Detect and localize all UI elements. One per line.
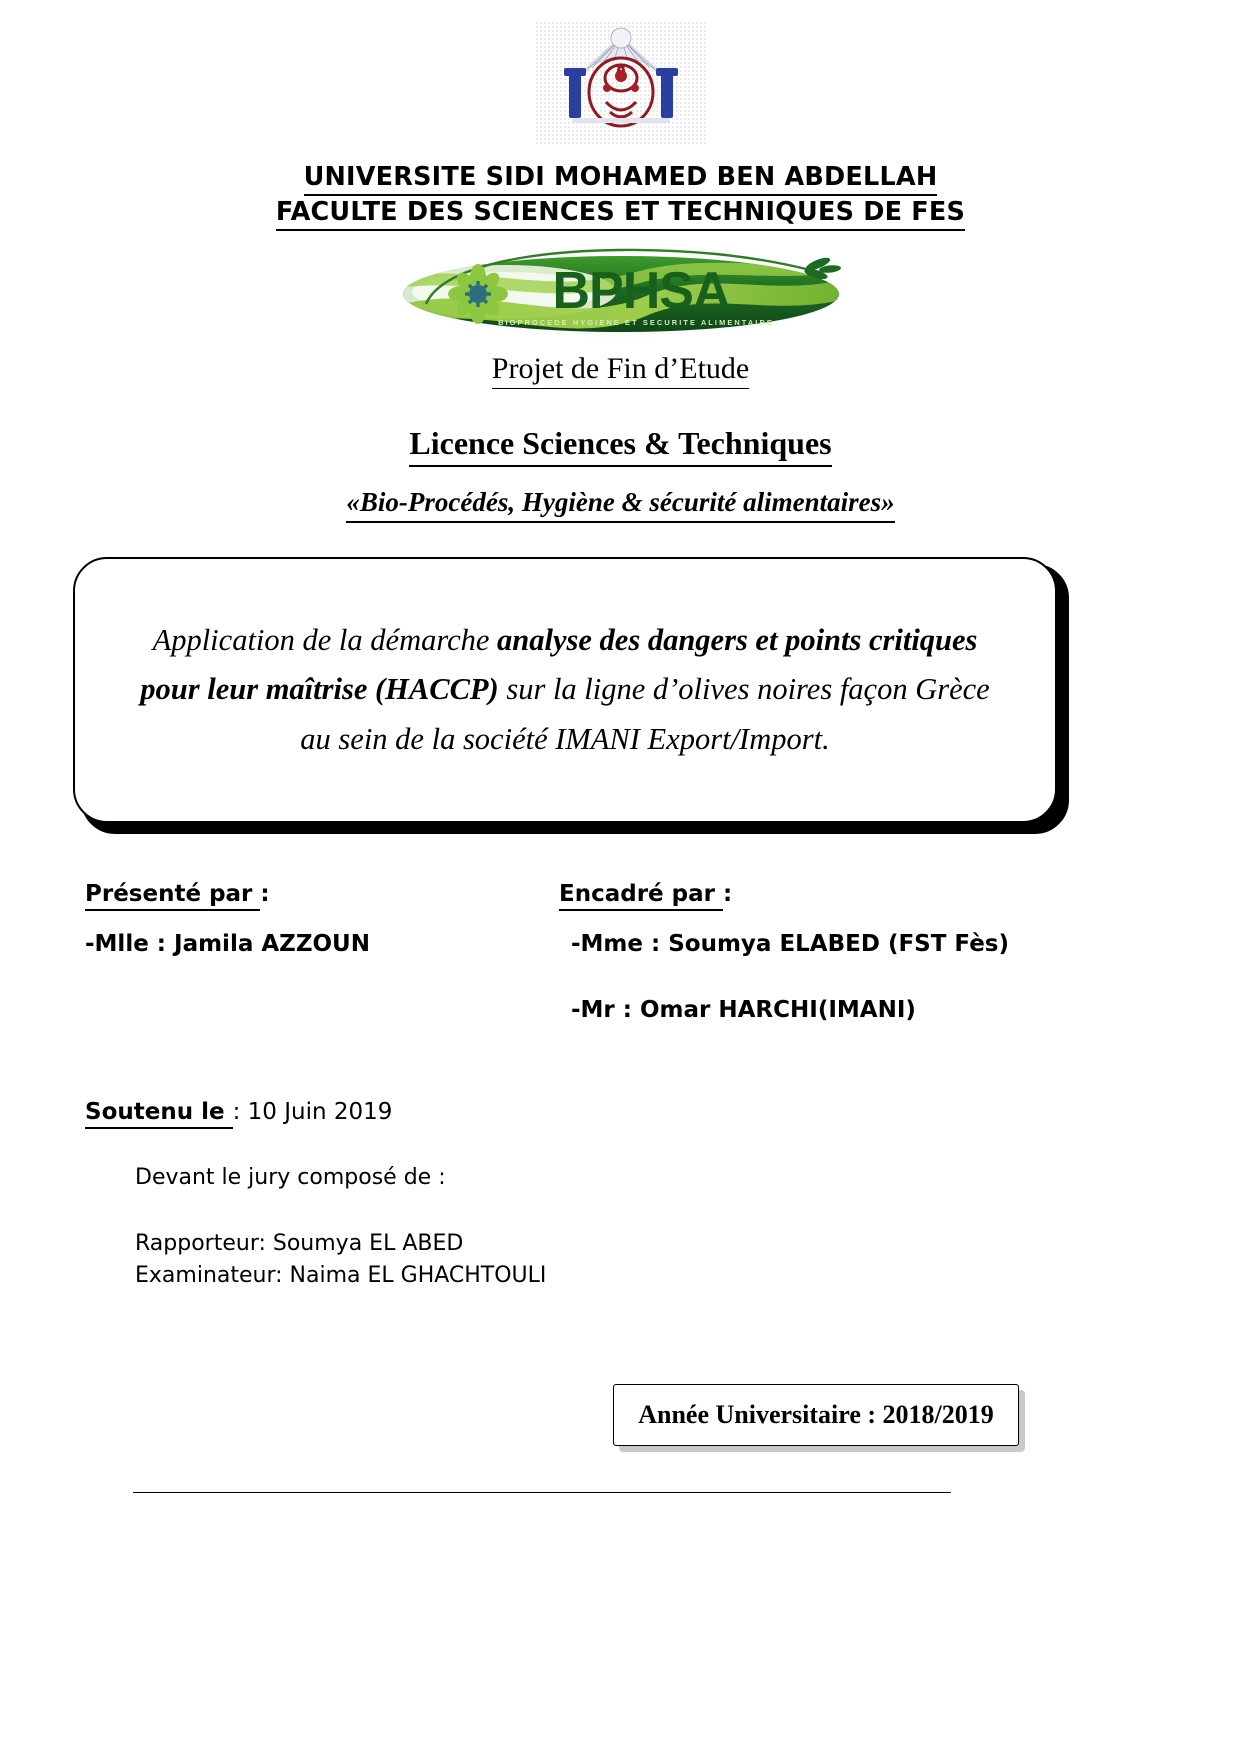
specialty-line [0, 489, 1241, 516]
presented-by-label: Présenté par [85, 881, 260, 911]
student-name: -Mlle : Jamila AZZOUN [85, 930, 370, 957]
supervised-by-label: Encadré par [559, 881, 723, 911]
institution-header [0, 160, 1241, 230]
presented-by-colon: : [260, 881, 270, 907]
project-type: Projet de Fin d’Etude [492, 352, 749, 389]
university-crest [0, 18, 1241, 146]
thesis-title-part2: analyse des dangers et points critiques pour leur maîtrise (HACCP) [140, 622, 978, 707]
jury-member-rapporteur: Rapporteur: Soumya EL ABED [135, 1231, 464, 1257]
presented-by-heading [85, 880, 545, 910]
supervised-by-heading [559, 880, 1179, 910]
defense-section [85, 1098, 546, 1291]
crest-image [528, 18, 714, 146]
bphsa-logo [0, 238, 1241, 340]
defense-date-label: Soutenu le [85, 1099, 233, 1129]
university-name-line [0, 160, 1241, 195]
thesis-title-box [73, 557, 1057, 823]
supervised-by-colon: : [723, 881, 733, 907]
faculty-name: FACULTE DES SCIENCES ET TECHNIQUES DE FES [276, 197, 965, 231]
footer-divider [133, 1492, 951, 1493]
bphsa-tagline: BIOPROCEDE HYGIENE ET SECURITE ALIMENTAIRE [497, 318, 774, 327]
presented-by-column [85, 880, 545, 960]
jury-member-examinateur: Examinateur: Naima EL GHACHTOULI [135, 1262, 547, 1288]
degree-line [0, 427, 1241, 459]
jury-intro: Devant le jury composé de : [135, 1164, 446, 1190]
degree-title: Licence Sciences & Techniques [409, 425, 831, 467]
defense-date-line [85, 1098, 546, 1128]
academic-year: Année Universitaire : 2018/2019 [638, 1400, 994, 1429]
faculty-name-line [0, 195, 1241, 230]
university-name: UNIVERSITE SIDI MOHAMED BEN ABDELLAH [304, 162, 938, 196]
bphsa-wordmark: BPHSA [551, 262, 730, 320]
supervised-by-column [559, 880, 1179, 1026]
thesis-title-part3: sur la ligne d’olives noires façon Grèce au sein de la société IMANI Export/Import. [300, 672, 990, 756]
university-crest-icon [528, 18, 714, 146]
supervisor-name-2: -Mr : Omar HARCHI(IMANI) [571, 996, 916, 1023]
bphsa-logo-image [386, 238, 856, 340]
academic-year-box [613, 1384, 1019, 1446]
thesis-title [75, 616, 1055, 764]
project-type-line [0, 354, 1241, 384]
supervisor-name-1: -Mme : Soumya ELABED (FST Fès) [571, 930, 1010, 957]
jury-list [135, 1228, 546, 1290]
defense-date-value: : 10 Juin 2019 [232, 1099, 393, 1125]
specialty-title: «Bio-Procédés, Hygiène & sécurité alimentaires» [346, 487, 894, 523]
bphsa-logo-icon [386, 238, 856, 340]
thesis-title-part1: Application de la démarche [152, 622, 498, 657]
